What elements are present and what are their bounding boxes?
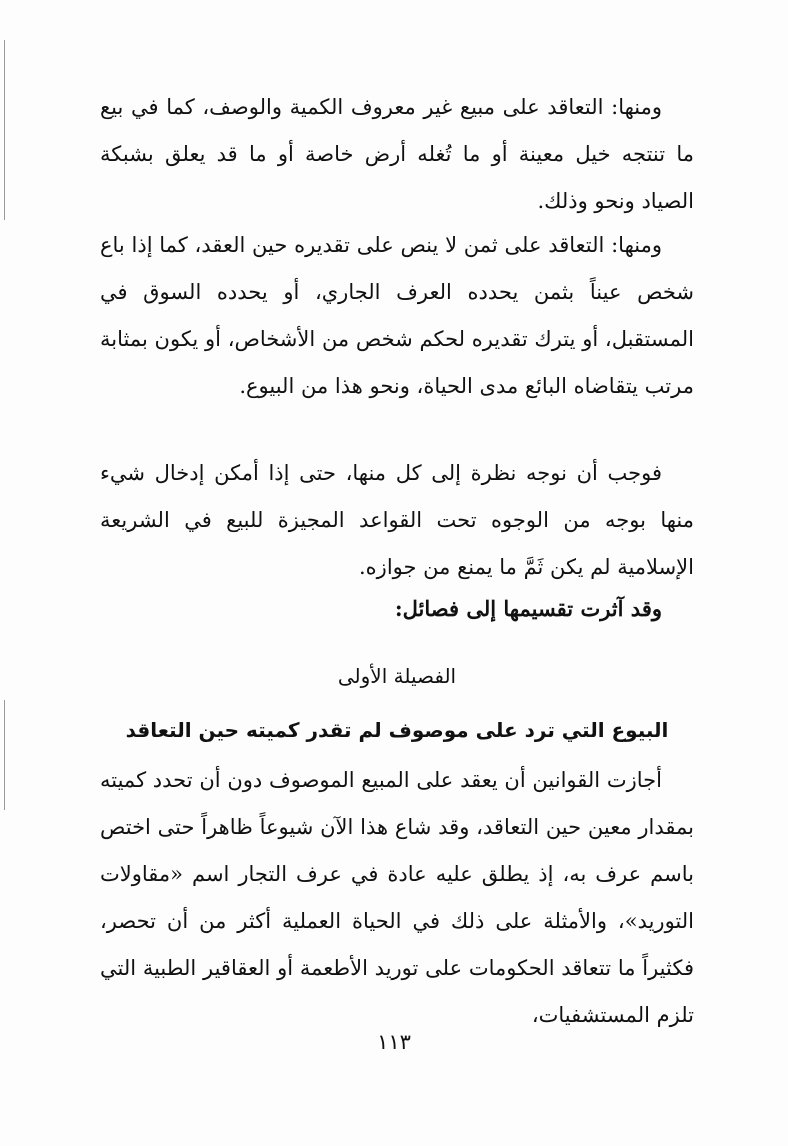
paragraph-text: ومنها: التعاقد على مبيع غير معروف الكمية والوصف، كما في بيع ما تنتجه خيل معينة أو ما تُغله أرض خاصة أو ما قد يعلق بشبكة الصياد ونحو وذلك. (100, 95, 694, 213)
paragraph-2 (100, 222, 694, 410)
lead-text: وقد آثرت تقسيمها إلى فصائل: (394, 596, 662, 621)
scan-edge-line (4, 40, 5, 220)
section-heading: الفصيلة الأولى (337, 664, 457, 688)
section-title: البيوع التي ترد على موصوف لم تقدر كميته حين التعاقد (125, 718, 669, 742)
paragraph-1 (100, 84, 694, 225)
paragraph-text: ومنها: التعاقد على ثمن لا ينص على تقديره حين العقد، كما إذا باع شخص عيناً بثمن يحدده العرف الجاري، أو يحدده السوق في المستقبل، أو يترك تقديره لحكم شخص من الأشخاص، أو يكون بمثابة مرتب يتقاضاه البائع مدى الحياة، ونحو هذا من البيوع. (100, 233, 694, 398)
paragraph-text: فوجب أن نوجه نظرة إلى كل منها، حتى إذا أمكن إدخال شيء منها بوجه من الوجوه تحت القواعد المجيزة للبيع في الشريعة الإسلامية لم يكن ثَمَّ ما يمنع من جوازه. (100, 461, 694, 579)
page-number: ١١٣ (377, 1030, 411, 1054)
paragraph-3 (100, 450, 694, 591)
paragraph-5 (100, 757, 694, 1039)
scan-edge-line (4, 700, 5, 810)
paragraph-4-lead (100, 585, 694, 632)
paragraph-text: أجازت القوانين أن يعقد على المبيع الموصوف دون أن تحدد كميته بمقدار معين حين التعاقد، وقد شاع هذا الآن شيوعاً ظاهراً حتى اختص باسم عرف به، إذ يطلق عليه عادة في عرف التجار اسم «مقاولات التوريد»، والأمثلة على ذلك في الحياة العملية أكثر من أن تحصر، فكثيراً ما تتعاقد الحكومات على توريد الأطعمة أو العقاقير الطبية التي تلزم المستشفيات، (100, 768, 694, 1027)
